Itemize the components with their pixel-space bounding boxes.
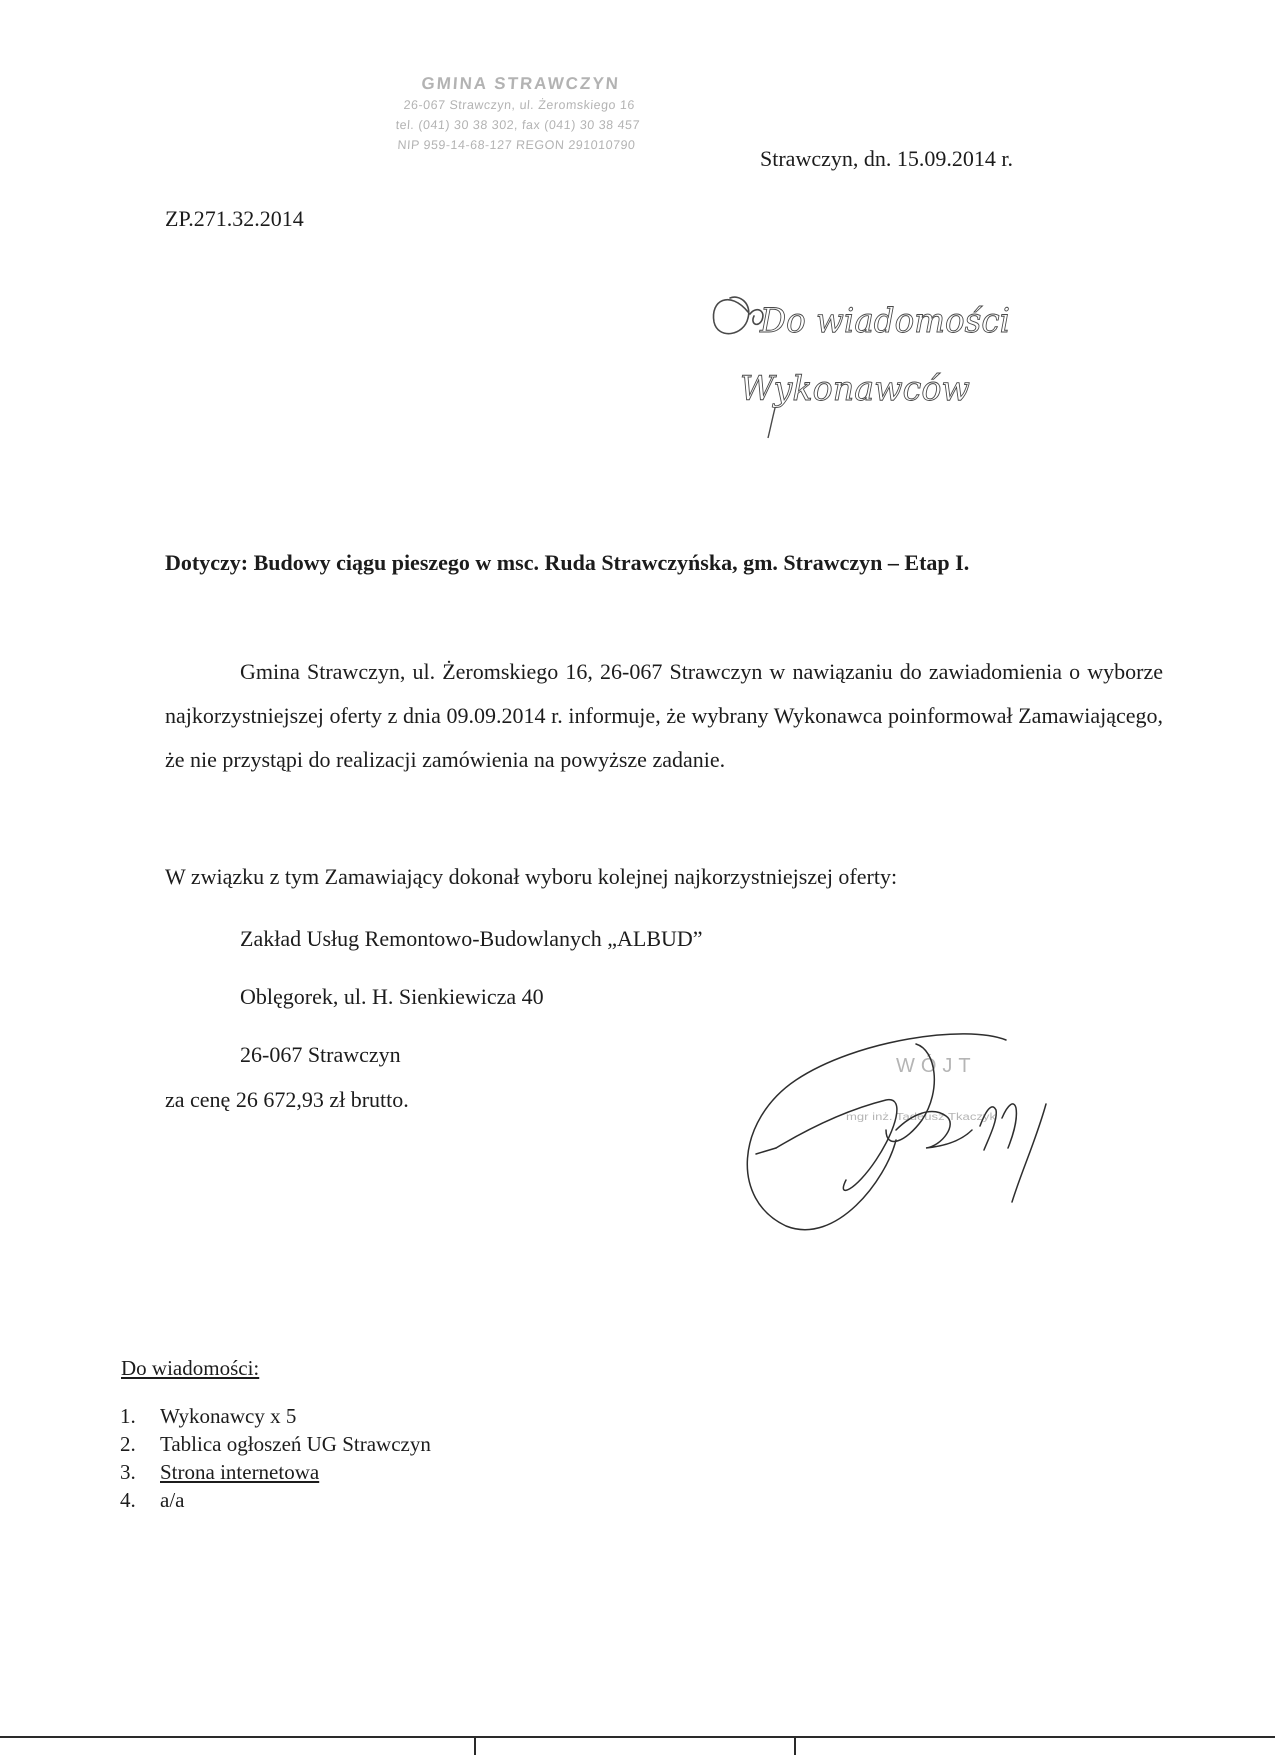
- distribution-item-number: 1.: [120, 1404, 136, 1428]
- distribution-list: [120, 1402, 431, 1514]
- distribution-heading: Do wiadomości:: [121, 1356, 260, 1380]
- distribution-item-number: 3.: [120, 1460, 136, 1484]
- distribution-item-text: Wykonawcy x 5: [160, 1404, 297, 1428]
- city-date: Strawczyn, dn. 15.09.2014 r.: [760, 146, 1013, 171]
- stamp-line-2: 26-067 Strawczyn, ul. Żeromskiego 16: [403, 98, 636, 112]
- reference-number: ZP.271.32.2014: [165, 206, 304, 231]
- signature-stamp-title: WÓJT: [896, 1055, 977, 1077]
- contractor-address: [240, 924, 703, 1098]
- signature-stamp-name: mgr inż. Tadeusz Tkaczyk: [846, 1112, 998, 1123]
- address-street: Oblęgorek, ul. H. Sienkiewicza 40: [240, 984, 544, 1009]
- body-paragraph-2: W związku z tym Zamawiający dokonał wyboru kolejnej najkorzystniejszej oferty:: [165, 864, 898, 889]
- handwritten-note: [700, 270, 1060, 440]
- subject-line: Dotyczy: Budowy ciągu pieszego w msc. Ruda Strawczyńska, gm. Strawczyn – Etap I.: [165, 550, 970, 575]
- stamp-line-1: GMINA STRAWCZYN: [420, 74, 621, 93]
- bottom-scan-tick: [794, 1736, 796, 1755]
- distribution-item: [120, 1430, 431, 1458]
- address-name: Zakład Usług Remontowo-Budowlanych „ALBUD”: [240, 926, 703, 951]
- distribution-item-text: Strona internetowa: [160, 1460, 320, 1484]
- paragraph-1-text: Gmina Strawczyn, ul. Żeromskiego 16, 26-067 Strawczyn w nawiązaniu do zawiadomienia o wyborze najkorzystniejszej oferty z dnia 09.09.2014 r. informuje, że wybrany Wykonawca poinformował Zamawiającego, że nie przystąpi do realizacji zamówienia na powyższe zadanie.: [165, 659, 1163, 772]
- distribution-item-text: a/a: [160, 1488, 185, 1512]
- handwritten-line-1: Do wiadomości: [759, 301, 1010, 341]
- stamp-line-3: tel. (041) 30 38 302, fax (041) 30 38 457: [395, 118, 641, 132]
- office-stamp: [369, 74, 668, 172]
- price-line: za cenę 26 672,93 zł brutto.: [165, 1087, 409, 1112]
- bottom-scan-edge: [0, 1736, 1275, 1738]
- handwritten-line-2: Wykonawców: [740, 369, 970, 409]
- bottom-scan-tick: [474, 1736, 476, 1755]
- signature-with-stamp: [736, 1030, 1126, 1250]
- distribution-item: [120, 1402, 431, 1430]
- body-paragraph-1: [165, 650, 1163, 782]
- distribution-item: [120, 1458, 431, 1486]
- distribution-item-text: Tablica ogłoszeń UG Strawczyn: [160, 1432, 431, 1456]
- distribution-item-number: 2.: [120, 1432, 136, 1456]
- distribution-item-number: 4.: [120, 1488, 136, 1512]
- address-city: 26-067 Strawczyn: [240, 1042, 401, 1067]
- distribution-item: [120, 1486, 431, 1514]
- stamp-line-4: NIP 959-14-68-127 REGON 291010790: [396, 138, 636, 152]
